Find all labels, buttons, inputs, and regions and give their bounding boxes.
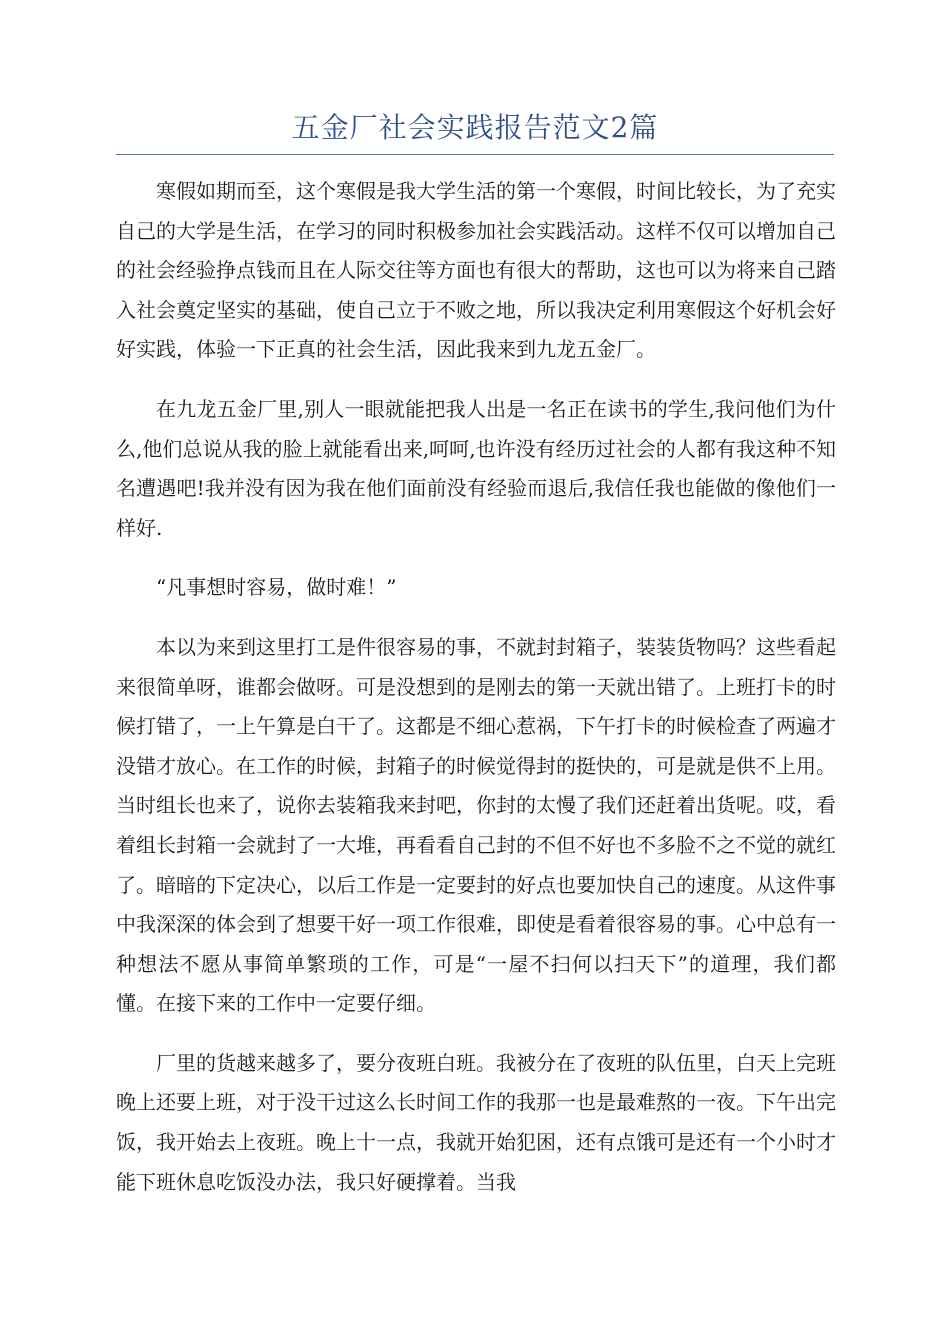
document-title: 五金厂社会实践报告范文2篇 <box>291 111 659 144</box>
paragraph-quote: “凡事想时容易，做时难！” <box>156 575 397 600</box>
paragraph-first-day: 本以为来到这里打工是件很容易的事，不就封封箱子，装装货物吗？这些看起来很简单呀，谁都会做呀。可是没想到的是刚去的第一天就出错了。上班打卡的时候打错了，一上午算是白干了。这都是不细心惹祸，下午打卡的时候检查了两遍才没错才放心。在工作的时候，封箱子的时候觉得封的挺快的，可是就是供不上用。当时组长也来了，说你去装箱我来封吧，你封的太慢了我们还赶着出货呢。哎，看着组长封箱一会就封了一大堆，再看看自己封的不但不好也不多脸不之不觉的就红了。暗暗的下定决心，以后工作是一定要封的好点也要加快自己的速度。从这件事中我深深的体会到了想要干好一项工作很难，即使是看着很容易的事。心中总有一种想法不愿从事简单繁琐的工作，可是“一屋不扫何以扫天下”的道理，我们都懂。在接下来的工作中一定要仔细。 <box>116 634 836 1016</box>
document-body <box>116 172 836 1222</box>
paragraph-first-impression: 在九龙五金厂里,别人一眼就能把我人出是一名正在读书的学生,我问他们为什么,他们总说从我的脸上就能看出来,呵呵,也许没有经历过社会的人都有我这种不知名遭遇吧!我并没有因为我在他们面前没有经验而退后,我信任我也能做的像他们一样好. <box>116 396 836 540</box>
paragraph-night-shift: 厂里的货越来越多了，要分夜班白班。我被分在了夜班的队伍里，白天上完班晚上还要上班，对于没干过这么长时间工作的我那一也是最难熬的一夜。下午出完饭，我开始去上夜班。晚上十一点，我就开始犯困，还有点饿可是还有一个小时才能下班休息吃饭没办法，我只好硬撑着。当我 <box>116 1050 836 1194</box>
title-underline <box>116 154 834 155</box>
paragraph-intro: 寒假如期而至，这个寒假是我大学生活的第一个寒假，时间比较长，为了充实自己的大学是生活，在学习的同时积极参加社会实践活动。这样不仅可以增加自己的社会经验挣点钱而且在人际交往等方面也有很大的帮助，这也可以为将来自己踏入社会奠定坚实的基础，使自己立于不败之地，所以我决定利用寒假这个好机会好好实践，体验一下正真的社会生活，因此我来到九龙五金厂。 <box>116 179 836 362</box>
